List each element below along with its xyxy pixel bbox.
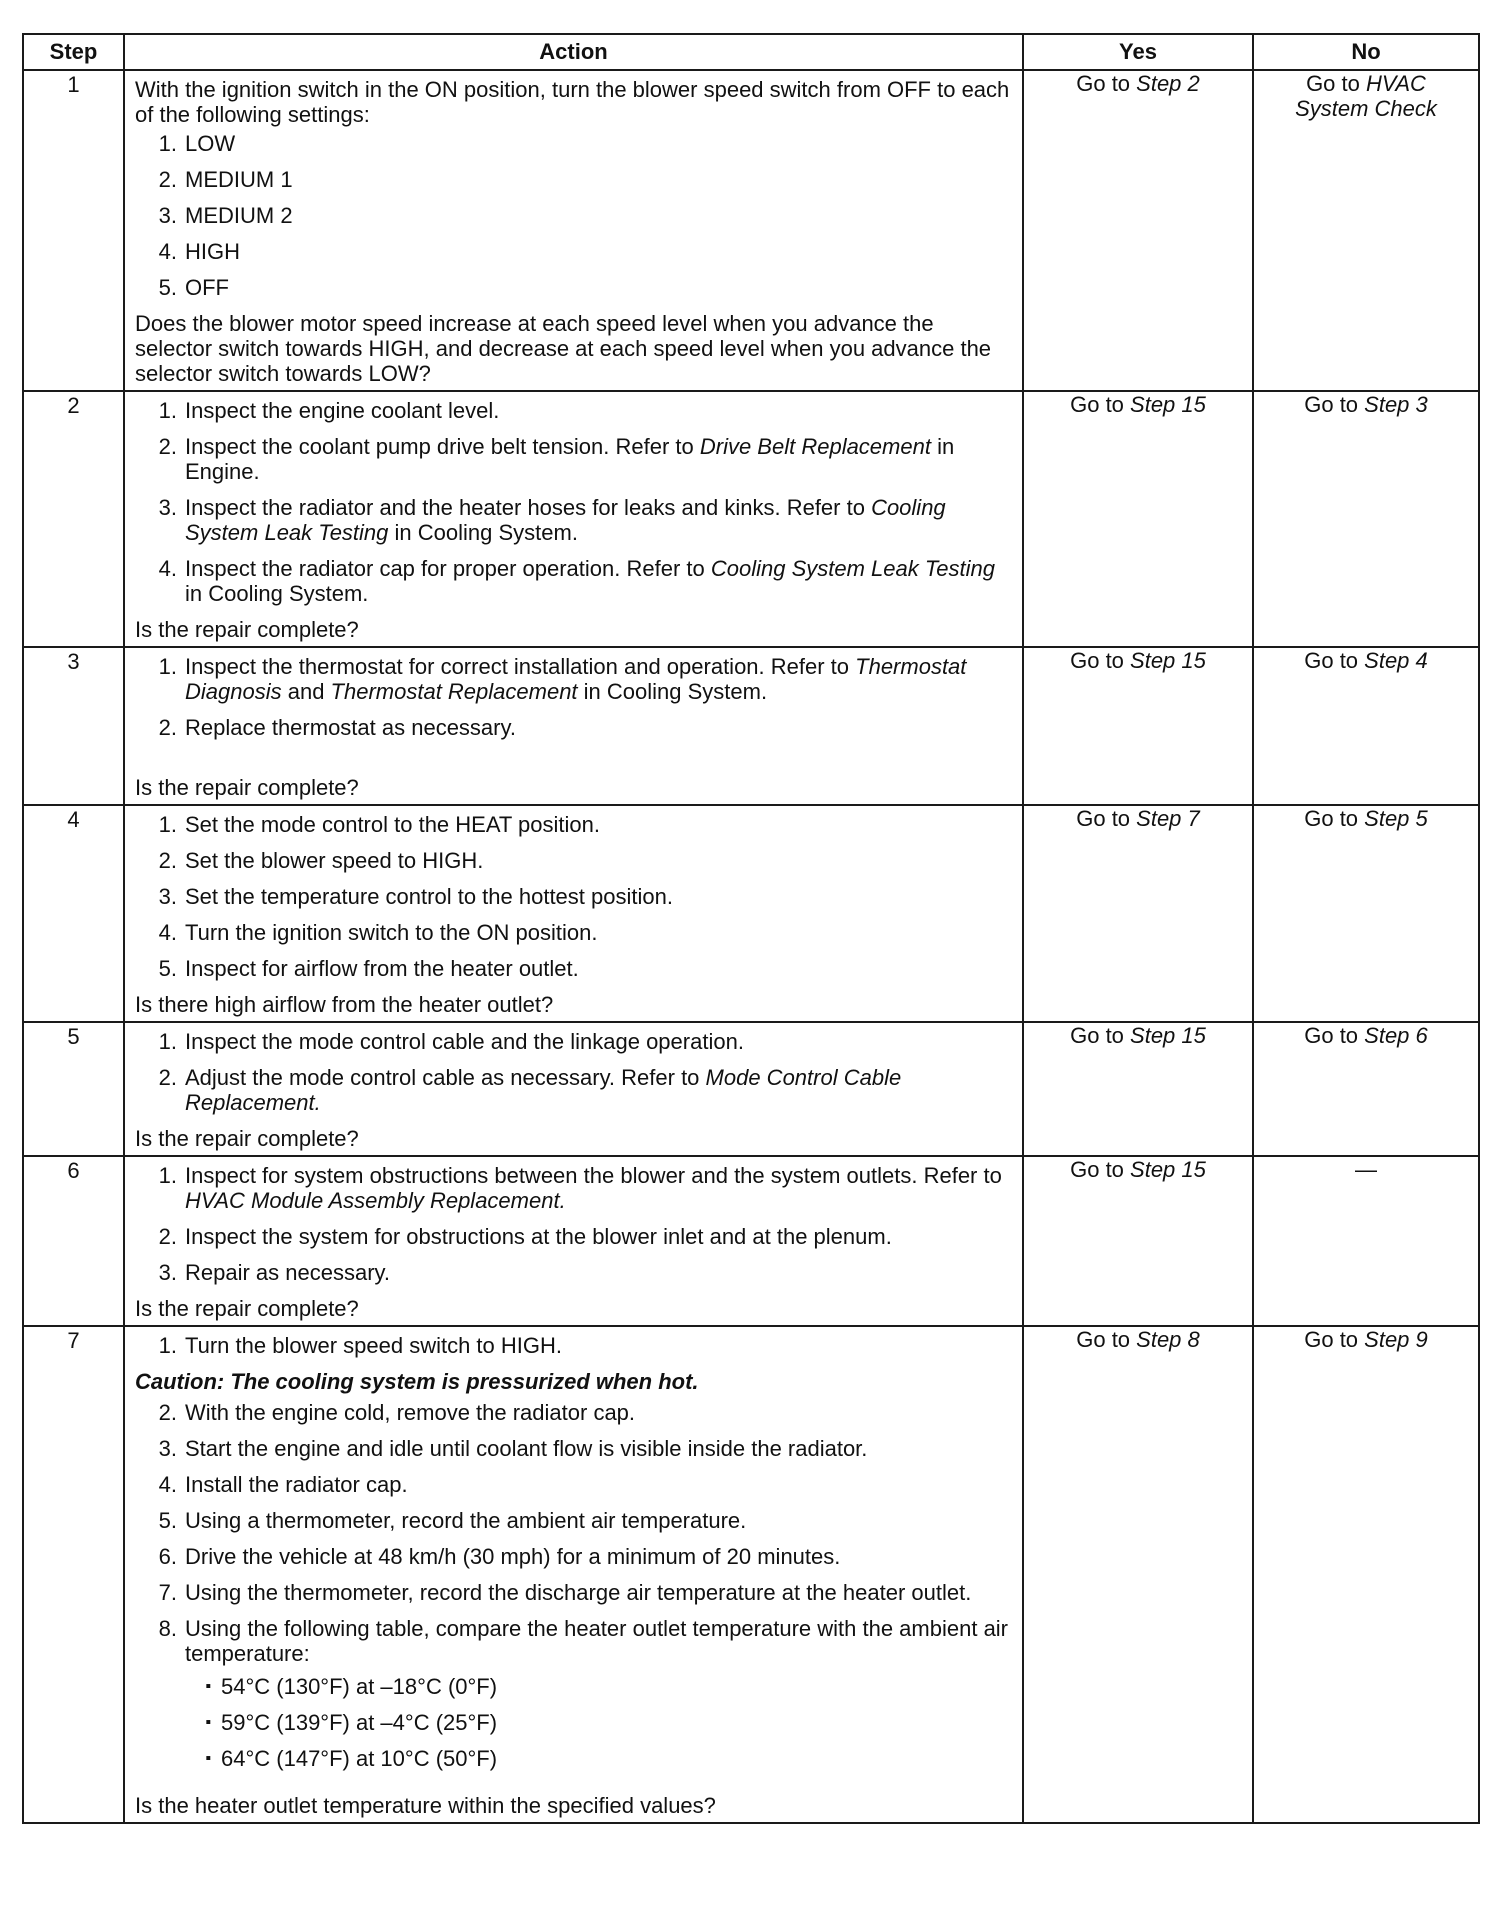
text-segment: Go to [1076, 806, 1137, 831]
reference-text: Step 15 [1130, 1157, 1206, 1182]
action-cell [124, 70, 1023, 391]
text-segment: in Cooling System. [577, 679, 768, 704]
item-number: 2. [158, 434, 177, 459]
reference-text: Step 4 [1364, 648, 1428, 673]
header-row [23, 34, 1479, 70]
item-text [185, 956, 1012, 981]
step-instruction-list [135, 1163, 1012, 1285]
item-number: 2. [158, 1400, 177, 1425]
step-question: Is the repair complete? [135, 1126, 359, 1151]
no-result [1253, 391, 1479, 647]
item-number: 5. [158, 1508, 177, 1533]
text-segment: Go to [1304, 1327, 1365, 1352]
bullet-icon: ▪ [205, 1678, 211, 1695]
text-segment: Turn the blower speed switch to HIGH. [185, 1333, 563, 1358]
text-segment: Using the following table, compare the heater outlet temperature with the ambient air temperature: [185, 1616, 1009, 1666]
table-row [23, 1326, 1479, 1823]
text-segment: Go to [1076, 71, 1137, 96]
item-text [185, 1260, 1012, 1285]
yes-result-text [1070, 1157, 1206, 1182]
text-segment: Inspect the radiator cap for proper operation. Refer to [185, 556, 711, 581]
yes-result-text [1070, 392, 1206, 417]
reference-text: Mode Control Cable Replacement. [185, 1065, 902, 1115]
step-question: Is the repair complete? [135, 1296, 359, 1321]
no-result [1253, 805, 1479, 1022]
item-number: 1. [158, 654, 177, 679]
text-segment: in Cooling System. [185, 581, 369, 606]
instruction-item [135, 495, 1012, 545]
step-instruction-list [135, 131, 1012, 300]
temperature-spec-item [185, 1746, 1012, 1771]
text-segment: Set the blower speed to HIGH. [185, 848, 484, 873]
item-text [185, 275, 1012, 300]
text-segment: MEDIUM 2 [185, 203, 293, 228]
spacer [135, 751, 1012, 773]
item-number: 4. [158, 920, 177, 945]
text-segment: Set the mode control to the HEAT position. [185, 812, 600, 837]
reference-text: Step 9 [1364, 1327, 1428, 1352]
instruction-item [135, 398, 1012, 423]
text-segment: in Engine. [185, 434, 955, 484]
item-number: 2. [158, 715, 177, 740]
reference-text: Step 15 [1130, 392, 1206, 417]
instruction-item [135, 1400, 1012, 1425]
text-segment: Using the thermometer, record the discharge air temperature at the heater outlet. [185, 1580, 972, 1605]
instruction-item [135, 1260, 1012, 1285]
text-segment: Install the radiator cap. [185, 1472, 408, 1497]
step-number: 2 [23, 391, 124, 647]
no-result-text [1304, 1023, 1428, 1048]
text-segment: Drive the vehicle at 48 km/h (30 mph) for a minimum of 20 minutes. [185, 1544, 841, 1569]
item-text [185, 1065, 1012, 1115]
text-segment: Inspect the engine coolant level. [185, 398, 500, 423]
step-number: 3 [23, 647, 124, 805]
reference-text: Cooling System Leak Testing [710, 556, 995, 581]
item-text [185, 1580, 1012, 1605]
yes-result [1023, 805, 1253, 1022]
instruction-item [135, 1436, 1012, 1461]
item-text [185, 434, 1012, 484]
instruction-item [135, 1333, 1012, 1358]
text-segment: Go to [1304, 392, 1365, 417]
yes-result-text [1076, 806, 1200, 831]
text-segment: Inspect the radiator and the heater hoses for leaks and kinks. Refer to [185, 495, 872, 520]
step-instruction-list [135, 398, 1012, 606]
item-text [185, 1400, 1012, 1425]
diagnostic-table [22, 33, 1480, 1824]
no-result-text [1304, 806, 1428, 831]
yes-result [1023, 391, 1253, 647]
item-text [185, 715, 1012, 740]
step-intro: With the ignition switch in the ON position, turn the blower speed switch from OFF to each of the following settings: [135, 77, 1010, 127]
text-segment: OFF [185, 275, 229, 300]
item-text [185, 398, 1012, 423]
item-text [185, 239, 1012, 264]
item-number: 3. [158, 1260, 177, 1285]
yes-result-text [1070, 648, 1206, 673]
item-text [185, 556, 1012, 606]
text-segment: Go to [1304, 1023, 1365, 1048]
caution-text: Caution: The cooling system is pressurized when hot. [135, 1369, 699, 1394]
item-text [185, 1224, 1012, 1249]
text-segment: Go to [1070, 1023, 1131, 1048]
temperature-spec-item [185, 1674, 1012, 1699]
reference-text: Step 15 [1130, 1023, 1206, 1048]
yes-result [1023, 1326, 1253, 1823]
item-number: 8. [158, 1616, 177, 1641]
action-cell [124, 391, 1023, 647]
instruction-item [135, 239, 1012, 264]
instruction-item [135, 1472, 1012, 1497]
item-number: 4. [158, 556, 177, 581]
instruction-item [135, 1544, 1012, 1569]
instruction-item [135, 1163, 1012, 1213]
instruction-item [135, 1224, 1012, 1249]
step-question: Is the heater outlet temperature within the specified values? [135, 1793, 716, 1818]
item-number: 5. [158, 956, 177, 981]
step-number: 7 [23, 1326, 124, 1823]
text-segment: Go to [1076, 1327, 1137, 1352]
text-segment: Inspect for system obstructions between the blower and the system outlets. Refer to [185, 1163, 1002, 1188]
item-number: 6. [158, 1544, 177, 1569]
item-text [185, 131, 1012, 156]
text-segment: Go to [1306, 71, 1366, 96]
text-segment: Go to [1304, 806, 1365, 831]
step-instruction-list [135, 1029, 1012, 1115]
yes-result [1023, 1156, 1253, 1326]
text-segment: Inspect the mode control cable and the linkage operation. [185, 1029, 744, 1054]
instruction-item [135, 1508, 1012, 1533]
instruction-item [135, 434, 1012, 484]
step-question: Is the repair complete? [135, 775, 359, 800]
reference-text: Step 6 [1364, 1023, 1428, 1048]
item-number: 3. [158, 203, 177, 228]
item-number: 1. [158, 1333, 177, 1358]
item-number: 1. [158, 398, 177, 423]
reference-text: Step 3 [1364, 392, 1428, 417]
table-body [23, 70, 1479, 1823]
step-instruction-list [135, 1400, 1012, 1782]
item-text [185, 1436, 1012, 1461]
reference-text: Thermostat Diagnosis [185, 654, 967, 704]
text-segment: LOW [185, 131, 236, 156]
table-row [23, 647, 1479, 805]
instruction-item [135, 203, 1012, 228]
spec-text: 64°C (147°F) at 10°C (50°F) [221, 1746, 498, 1771]
item-text [185, 1544, 1012, 1569]
instruction-item [135, 556, 1012, 606]
table-row [23, 391, 1479, 647]
item-text [185, 884, 1012, 909]
step-number: 5 [23, 1022, 124, 1156]
item-number: 5. [158, 275, 177, 300]
item-text [185, 848, 1012, 873]
step-question: Is there high airflow from the heater outlet? [135, 992, 554, 1017]
item-number: 1. [158, 1163, 177, 1188]
instruction-item [135, 884, 1012, 909]
bullet-icon: ▪ [205, 1750, 211, 1767]
text-segment: Turn the ignition switch to the ON position. [185, 920, 598, 945]
item-text [185, 1333, 1012, 1358]
text-segment: Inspect the thermostat for correct installation and operation. Refer to [185, 654, 856, 679]
text-segment: Inspect the coolant pump drive belt tension. Refer to [185, 434, 700, 459]
action-cell [124, 1156, 1023, 1326]
header-step: Step [23, 34, 124, 70]
no-result-dash: — [1253, 1156, 1479, 1326]
item-text [185, 1163, 1012, 1213]
bullet-icon: ▪ [205, 1714, 211, 1731]
yes-result-text [1070, 1023, 1206, 1048]
item-number: 4. [158, 239, 177, 264]
text-segment: Repair as necessary. [185, 1260, 391, 1285]
spec-text: 59°C (139°F) at –4°C (25°F) [221, 1710, 498, 1735]
yes-result-text [1076, 1327, 1200, 1352]
text-segment: HIGH [185, 239, 240, 264]
table-row [23, 805, 1479, 1022]
yes-result [1023, 647, 1253, 805]
item-number: 2. [158, 1065, 177, 1090]
item-number: 2. [158, 167, 177, 192]
item-number: 3. [158, 495, 177, 520]
table-row [23, 1022, 1479, 1156]
step-instruction-list [135, 654, 1012, 740]
step-question: Is the repair complete? [135, 617, 359, 642]
text-segment: Go to [1070, 648, 1131, 673]
item-text [185, 167, 1012, 192]
item-number: 3. [158, 1436, 177, 1461]
yes-result-text [1076, 71, 1200, 96]
item-number: 2. [158, 1224, 177, 1249]
step-number: 6 [23, 1156, 124, 1326]
text-segment: Go to [1070, 392, 1131, 417]
item-text [185, 1616, 1012, 1782]
step-question: Does the blower motor speed increase at each speed level when you advance the selector switch towards HIGH, and decrease at each speed level when you advance the selector switch towards LOW? [135, 311, 992, 386]
instruction-item [135, 715, 1012, 740]
item-text [185, 1029, 1012, 1054]
text-segment: Go to [1304, 648, 1365, 673]
text-segment: Go to [1070, 1157, 1131, 1182]
item-text [185, 654, 1012, 704]
reference-text: System Check [1295, 96, 1437, 121]
text-segment: Using a thermometer, record the ambient air temperature. [185, 1508, 747, 1533]
instruction-item [135, 1580, 1012, 1605]
temperature-spec-item [185, 1710, 1012, 1735]
reference-text: Cooling System Leak Testing [185, 495, 946, 545]
item-text [185, 203, 1012, 228]
instruction-item [135, 1029, 1012, 1054]
text-segment: Set the temperature control to the hottest position. [185, 884, 673, 909]
text-segment: in Cooling System. [388, 520, 578, 545]
reference-text: HVAC [1365, 71, 1426, 96]
item-text [185, 812, 1012, 837]
instruction-item [135, 131, 1012, 156]
instruction-item [135, 275, 1012, 300]
text-segment: and [281, 679, 331, 704]
no-result-text [1304, 1327, 1428, 1352]
text-segment: Replace thermostat as necessary. [185, 715, 516, 740]
item-number: 1. [158, 131, 177, 156]
item-number: 1. [158, 812, 177, 837]
no-result [1253, 647, 1479, 805]
no-result-text [1295, 71, 1437, 121]
action-cell [124, 1326, 1023, 1823]
item-number: 1. [158, 1029, 177, 1054]
no-result-text [1304, 648, 1428, 673]
action-cell [124, 805, 1023, 1022]
reference-text: Step 7 [1136, 806, 1200, 831]
text-segment: MEDIUM 1 [185, 167, 293, 192]
reference-text: Step 2 [1136, 71, 1200, 96]
reference-text: Thermostat Replacement [330, 679, 578, 704]
yes-result [1023, 70, 1253, 391]
item-text [185, 495, 1012, 545]
reference-text: Drive Belt Replacement [699, 434, 931, 459]
text-segment: Adjust the mode control cable as necessary. Refer to [185, 1065, 706, 1090]
temperature-spec-list [185, 1674, 1012, 1771]
action-cell [124, 1022, 1023, 1156]
item-number: 4. [158, 1472, 177, 1497]
yes-result [1023, 1022, 1253, 1156]
item-text [185, 1472, 1012, 1497]
step-number: 4 [23, 805, 124, 1022]
reference-text: Step 8 [1136, 1327, 1200, 1352]
no-result-text [1304, 392, 1428, 417]
reference-text: Step 15 [1130, 648, 1206, 673]
no-result [1253, 1022, 1479, 1156]
item-text [185, 1508, 1012, 1533]
instruction-item [135, 956, 1012, 981]
action-cell [124, 647, 1023, 805]
instruction-item [135, 848, 1012, 873]
instruction-item [135, 1065, 1012, 1115]
header-no: No [1253, 34, 1479, 70]
header-action: Action [124, 34, 1023, 70]
reference-text: Step 5 [1364, 806, 1428, 831]
item-number: 2. [158, 848, 177, 873]
table-row [23, 1156, 1479, 1326]
item-number: 7. [158, 1580, 177, 1605]
no-result [1253, 1326, 1479, 1823]
step-number: 1 [23, 70, 124, 391]
item-number: 3. [158, 884, 177, 909]
item-text [185, 920, 1012, 945]
reference-text: HVAC Module Assembly Replacement. [185, 1188, 566, 1213]
instruction-item [135, 167, 1012, 192]
step-instruction-list [135, 812, 1012, 981]
text-segment: With the engine cold, remove the radiator cap. [185, 1400, 636, 1425]
text-segment: Inspect the system for obstructions at the blower inlet and at the plenum. [185, 1224, 892, 1249]
header-yes: Yes [1023, 34, 1253, 70]
no-result [1253, 70, 1479, 391]
instruction-item [135, 654, 1012, 704]
instruction-item [135, 1616, 1012, 1782]
step-instruction-list [135, 1333, 1012, 1358]
table-row [23, 70, 1479, 391]
text-segment: Inspect for airflow from the heater outlet. [185, 956, 579, 981]
instruction-item [135, 812, 1012, 837]
instruction-item [135, 920, 1012, 945]
spec-text: 54°C (130°F) at –18°C (0°F) [221, 1674, 498, 1699]
text-segment: Start the engine and idle until coolant flow is visible inside the radiator. [185, 1436, 868, 1461]
